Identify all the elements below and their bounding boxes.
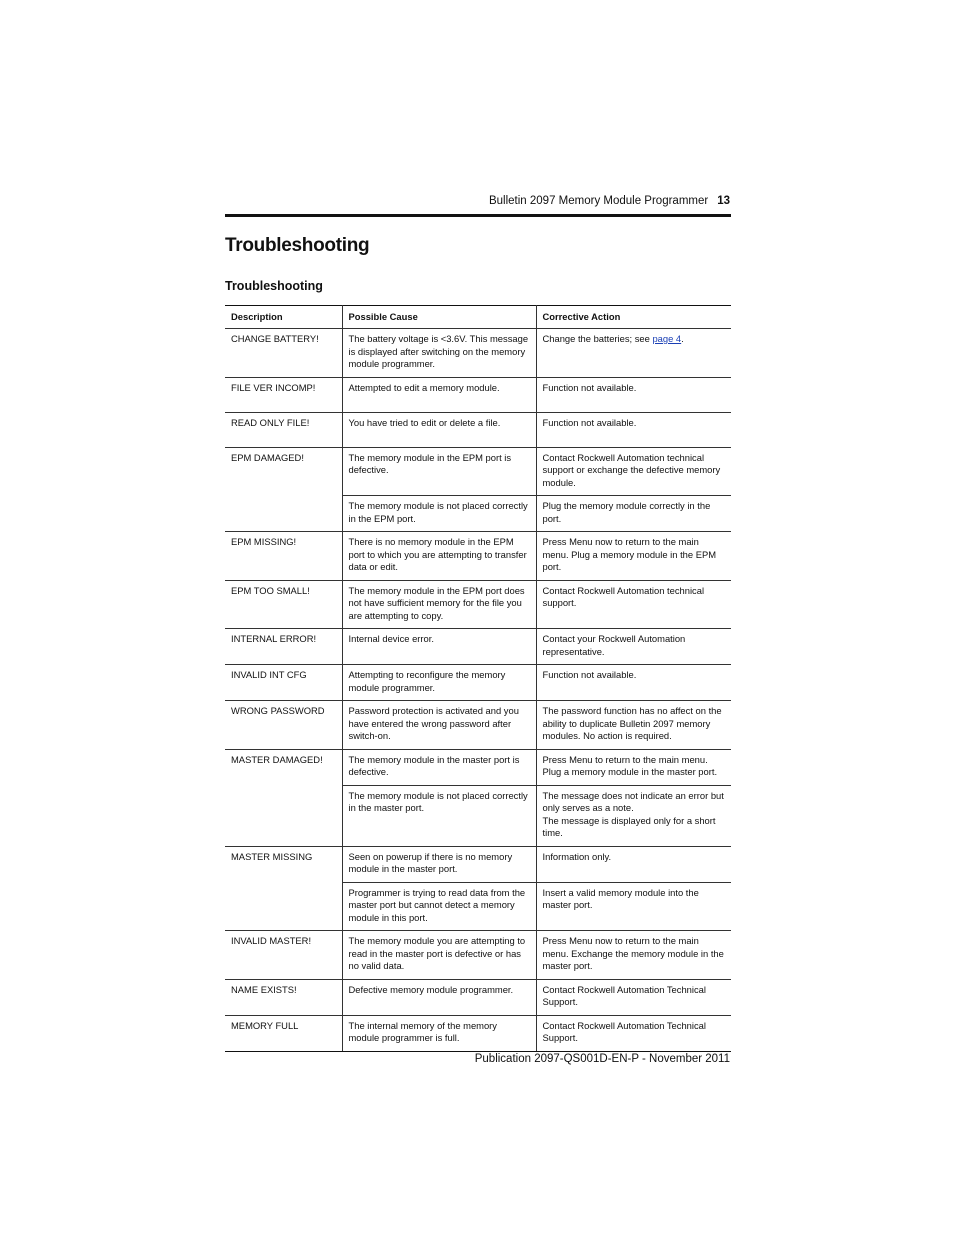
cell-possible-cause: The memory module is not placed correctly in the master port. xyxy=(342,785,536,846)
action-text: Function not available. xyxy=(542,416,637,428)
column-header-corrective-action: Corrective Action xyxy=(536,306,731,329)
cell-possible-cause: The battery voltage is <3.6V. This message is displayed after switching on the memory module programmer. xyxy=(342,329,536,378)
cell-description: CHANGE BATTERY! xyxy=(225,329,342,378)
cell-possible-cause: The memory module in the EPM port does not have sufficient memory for the file you are attempting to copy. xyxy=(342,580,536,629)
cell-description: EPM TOO SMALL! xyxy=(225,580,342,629)
column-header-possible-cause: Possible Cause xyxy=(342,306,536,329)
cell-corrective-action xyxy=(536,1015,731,1051)
cell-possible-cause: The internal memory of the memory module programmer is full. xyxy=(342,1015,536,1051)
running-title: Bulletin 2097 Memory Module Programmer xyxy=(488,195,709,207)
action-text: Information only. xyxy=(542,850,612,862)
table-title: Troubleshooting xyxy=(225,279,323,293)
action-text: Contact Rockwell Automation technical support or exchange the defective memory module. xyxy=(542,451,721,488)
action-text: Change the batteries; see xyxy=(542,333,653,344)
cell-corrective-action xyxy=(536,749,731,785)
cell-corrective-action xyxy=(536,412,731,447)
action-text: Contact Rockwell Automation technical support. xyxy=(542,584,705,608)
action-text: Plug the memory module correctly in the port. xyxy=(542,500,711,524)
cell-corrective-action xyxy=(536,329,731,378)
page-number: 13 xyxy=(717,195,730,207)
cell-possible-cause: Defective memory module programmer. xyxy=(342,979,536,1015)
cell-possible-cause: There is no memory module in the EPM port to which you are attempting to transfer data or edit. xyxy=(342,532,536,581)
table-row xyxy=(225,1015,731,1051)
cell-possible-cause: The memory module in the master port is defective. xyxy=(342,749,536,785)
cell-corrective-action xyxy=(536,532,731,581)
cell-possible-cause: Internal device error. xyxy=(342,629,536,665)
column-header-description: Description xyxy=(231,310,283,322)
table-row xyxy=(225,447,731,496)
action-text: Insert a valid memory module into the master port. xyxy=(542,886,699,910)
cell-description: READ ONLY FILE! xyxy=(225,412,342,447)
table-row xyxy=(225,701,731,750)
table-row xyxy=(225,329,731,378)
cell-description: FILE VER INCOMP! xyxy=(225,377,342,412)
cell-description: MEMORY FULL xyxy=(225,1015,342,1051)
cell-possible-cause: You have tried to edit or delete a file. xyxy=(342,412,536,447)
cell-possible-cause: The memory module you are attempting to read in the master port is defective or has no valid data. xyxy=(342,931,536,980)
cell-corrective-action xyxy=(536,377,731,412)
cell-corrective-action xyxy=(536,785,731,846)
cell-corrective-action xyxy=(536,882,731,931)
table-header-row xyxy=(225,306,731,329)
table-row xyxy=(225,749,731,785)
action-text: Press Menu to return to the main menu. Plug a memory module in the master port. xyxy=(542,753,718,777)
table-row xyxy=(225,580,731,629)
action-text: Press Menu now to return to the main menu. Exchange the memory module in the master port. xyxy=(542,935,724,971)
cell-corrective-action xyxy=(536,701,731,750)
cell-description: MASTER DAMAGED! xyxy=(225,749,342,846)
cell-description: INTERNAL ERROR! xyxy=(225,629,342,665)
cell-description: EPM DAMAGED! xyxy=(225,447,342,532)
table-body xyxy=(225,329,731,1052)
cell-corrective-action xyxy=(536,665,731,701)
action-text: Contact your Rockwell Automation representative. xyxy=(542,633,686,657)
cell-possible-cause: Attempting to reconfigure the memory module programmer. xyxy=(342,665,536,701)
cell-description: MASTER MISSING xyxy=(225,846,342,931)
cell-description: INVALID MASTER! xyxy=(225,931,342,980)
table-row xyxy=(225,846,731,882)
cell-possible-cause: Password protection is activated and you have entered the wrong password after switch-on. xyxy=(342,701,536,750)
cell-possible-cause: Programmer is trying to read data from the master port but cannot detect a memory module in this port. xyxy=(342,882,536,931)
table-row xyxy=(225,979,731,1015)
cell-corrective-action xyxy=(536,447,731,496)
page-title: Troubleshooting xyxy=(225,235,370,256)
table-row xyxy=(225,665,731,701)
troubleshooting-table xyxy=(225,305,731,1052)
cell-possible-cause: The memory module is not placed correctly in the EPM port. xyxy=(342,496,536,532)
table-row xyxy=(225,412,731,447)
publication-footer: Publication 2097-QS001D-EN-P - November 2011 xyxy=(474,1053,730,1065)
action-text: The message does not indicate an error but only serves as a note. xyxy=(542,789,724,813)
cell-corrective-action xyxy=(536,979,731,1015)
cell-corrective-action xyxy=(536,629,731,665)
action-text: The password function has no affect on the ability to duplicate Bulletin 2097 memory modules. No action is required. xyxy=(542,705,722,741)
cell-corrective-action xyxy=(536,931,731,980)
action-text: Contact Rockwell Automation Technical Support. xyxy=(542,983,706,1007)
cell-possible-cause: The memory module in the EPM port is defective. xyxy=(342,447,536,496)
cell-description: INVALID INT CFG xyxy=(225,665,342,701)
cell-corrective-action xyxy=(536,496,731,532)
table-row xyxy=(225,629,731,665)
cell-corrective-action xyxy=(536,846,731,882)
action-text: Contact Rockwell Automation Technical Support. xyxy=(542,1019,706,1043)
cell-description: NAME EXISTS! xyxy=(225,979,342,1015)
action-text: Press Menu now to return to the main menu. Plug a memory module in the EPM port. xyxy=(542,536,717,572)
action-text-line2: The message is displayed only for a short time. xyxy=(542,814,716,838)
action-text: Function not available. xyxy=(542,381,637,393)
table-row xyxy=(225,931,731,980)
running-header xyxy=(225,193,730,209)
cell-description: WRONG PASSWORD xyxy=(225,701,342,750)
cell-possible-cause: Seen on powerup if there is no memory module in the master port. xyxy=(342,846,536,882)
action-text-suffix: . xyxy=(681,333,684,344)
table-row xyxy=(225,377,731,412)
cell-corrective-action xyxy=(536,580,731,629)
page-reference-link[interactable]: page 4 xyxy=(652,333,682,344)
header-rule xyxy=(225,214,731,217)
cell-possible-cause: Attempted to edit a memory module. xyxy=(342,377,536,412)
table-row xyxy=(225,532,731,581)
action-text: Function not available. xyxy=(542,669,637,680)
cell-description: EPM MISSING! xyxy=(225,532,342,581)
